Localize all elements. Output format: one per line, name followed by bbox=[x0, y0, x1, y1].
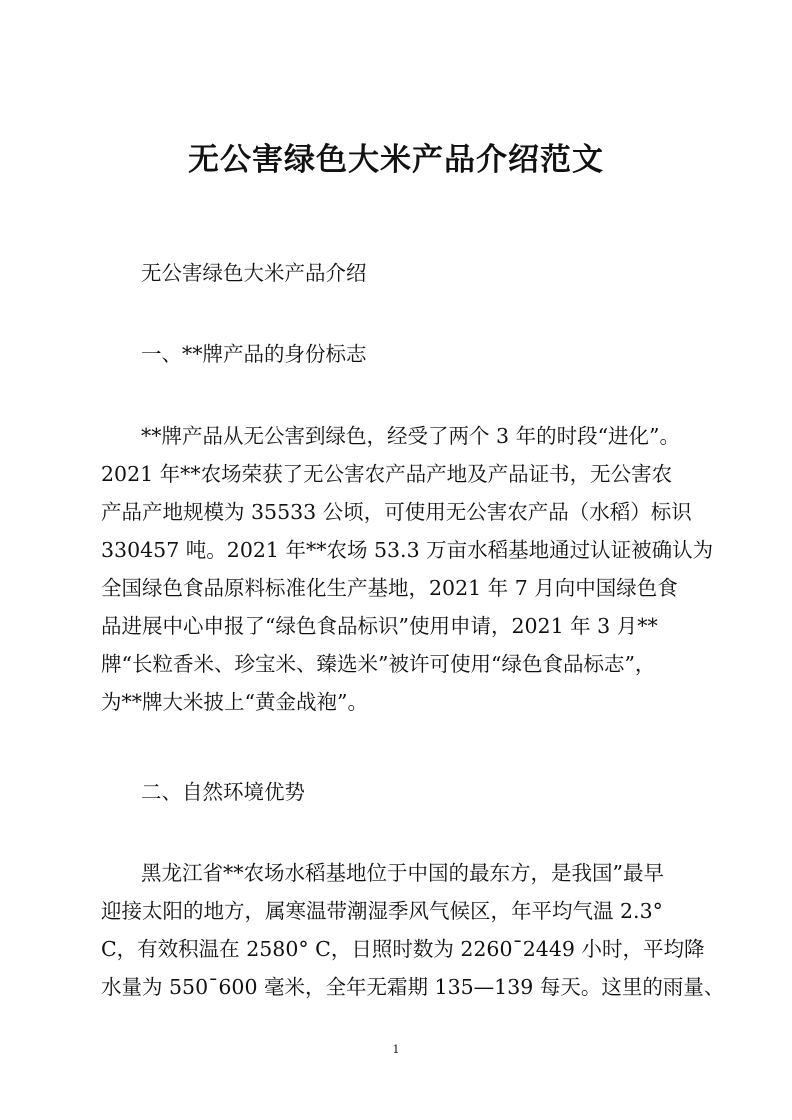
paragraph-line: 牌“长粒香米、珍宝米、臻选米”被许可使用“绿色食品标志”， bbox=[101, 652, 656, 676]
paragraph-line: 全国绿色食品原料标准化生产基地，2021 年 7 月向中国绿色食 bbox=[101, 576, 678, 600]
paragraph-line: 水量为 550¯600 毫米，全年无霜期 135—139 每天。这里的雨量、 bbox=[101, 975, 725, 999]
paragraph-line: 330457 吨。2021 年**农场 53.3 万亩水稻基地通过认证被确认为 bbox=[101, 538, 714, 562]
paragraph-line: C，有效积温在 2580° C，日照时数为 2260¯2449 小时，平均降 bbox=[101, 937, 705, 961]
paragraph-line: 迎接太阳的地方，属寒温带潮湿季风气候区，年平均气温 2.3° bbox=[101, 899, 663, 923]
paragraph-line: 产品产地规模为 35533 公顷，可使用无公害农产品（水稻）标识 bbox=[101, 500, 692, 524]
page-number: 1 bbox=[392, 1043, 400, 1056]
paragraph-line: 黑龙江省**农场水稻基地位于中国的最东方，是我国”最早 bbox=[141, 861, 664, 885]
paragraph-line: **牌产品从无公害到绿色，经受了两个 3 年的时段“进化”。 bbox=[141, 424, 681, 448]
paragraph-line: 2021 年**农场荣获了无公害农产品产地及产品证书，无公害农 bbox=[101, 462, 673, 486]
document-title: 无公害绿色大米产品介绍范文 bbox=[188, 142, 604, 178]
subtitle: 无公害绿色大米产品介绍 bbox=[141, 261, 367, 285]
section-heading-environment: 二、自然环境优势 bbox=[141, 780, 305, 804]
section-heading-identity: 一、**牌产品的身份标志 bbox=[141, 342, 367, 366]
paragraph-line: 为**牌大米披上“黄金战袍”。 bbox=[101, 690, 368, 714]
paragraph-line: 品进展中心申报了“绿色食品标识”使用申请，2021 年 3 月** bbox=[101, 614, 658, 638]
